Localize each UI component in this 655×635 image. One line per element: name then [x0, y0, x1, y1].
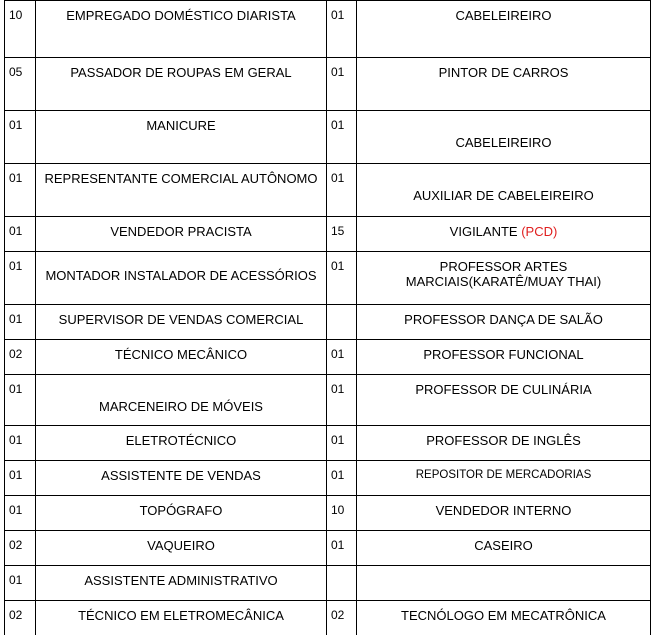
table-row [5, 601, 651, 635]
left-quantity: 01 [5, 461, 36, 496]
right-quantity: 01 [327, 426, 357, 461]
right-quantity: 02 [327, 601, 357, 635]
left-quantity: 01 [5, 496, 36, 531]
left-job-title: TÉCNICO EM ELETROMECÂNICA [36, 601, 327, 635]
left-job-title: TOPÓGRAFO [36, 496, 327, 531]
left-quantity: 02 [5, 531, 36, 566]
right-job-title: AUXILIAR DE CABELEIREIRO [357, 164, 651, 217]
table-row [5, 496, 651, 531]
table-row [5, 58, 651, 111]
left-job-title: ELETROTÉCNICO [36, 426, 327, 461]
left-quantity: 01 [5, 375, 36, 426]
right-quantity: 01 [327, 375, 357, 426]
right-job-title [357, 566, 651, 601]
right-quantity: 01 [327, 461, 357, 496]
table-row [5, 461, 651, 496]
right-job-title: PROFESSOR DE CULINÁRIA [357, 375, 651, 426]
left-job-title: EMPREGADO DOMÉSTICO DIARISTA [36, 1, 327, 58]
left-quantity: 01 [5, 164, 36, 217]
right-job-title: CASEIRO [357, 531, 651, 566]
left-job-title: MANICURE [36, 111, 327, 164]
right-quantity: 01 [327, 111, 357, 164]
left-quantity: 01 [5, 252, 36, 305]
job-vacancies-table [4, 0, 651, 635]
right-job-title: PROFESSOR DE INGLÊS [357, 426, 651, 461]
table-row [5, 111, 651, 164]
table-row [5, 531, 651, 566]
right-job-title: PROFESSOR ARTES MARCIAIS(KARATÊ/MUAY THAI) [357, 252, 651, 305]
left-quantity: 01 [5, 111, 36, 164]
left-job-title: VAQUEIRO [36, 531, 327, 566]
right-job-title: CABELEIREIRO [357, 111, 651, 164]
right-quantity: 01 [327, 1, 357, 58]
left-job-title: MARCENEIRO DE MÓVEIS [36, 375, 327, 426]
right-job-title: PROFESSOR DANÇA DE SALÃO [357, 305, 651, 340]
table-row [5, 1, 651, 58]
left-quantity: 02 [5, 601, 36, 635]
vacancy-title: VIGILANTE [449, 224, 522, 239]
left-quantity: 01 [5, 305, 36, 340]
left-quantity: 01 [5, 566, 36, 601]
left-quantity: 01 [5, 426, 36, 461]
table-row [5, 340, 651, 375]
left-quantity: 05 [5, 58, 36, 111]
table-row [5, 164, 651, 217]
left-job-title: REPRESENTANTE COMERCIAL AUTÔNOMO [36, 164, 327, 217]
left-job-title: PASSADOR DE ROUPAS EM GERAL [36, 58, 327, 111]
table-row [5, 305, 651, 340]
pcd-tag: (PCD) [521, 224, 558, 239]
table-row [5, 217, 651, 252]
table-row [5, 426, 651, 461]
right-quantity [327, 566, 357, 601]
right-quantity: 15 [327, 217, 357, 252]
right-job-title: TECNÓLOGO EM MECATRÔNICA [357, 601, 651, 635]
right-quantity: 01 [327, 164, 357, 217]
right-job-title: VENDEDOR INTERNO [357, 496, 651, 531]
left-job-title: VENDEDOR PRACISTA [36, 217, 327, 252]
left-job-title: MONTADOR INSTALADOR DE ACESSÓRIOS [36, 252, 327, 305]
left-job-title: TÉCNICO MECÂNICO [36, 340, 327, 375]
left-job-title: SUPERVISOR DE VENDAS COMERCIAL [36, 305, 327, 340]
left-quantity: 01 [5, 217, 36, 252]
right-quantity [327, 305, 357, 340]
right-quantity: 01 [327, 531, 357, 566]
right-job-title: CABELEIREIRO [357, 1, 651, 58]
right-quantity: 01 [327, 252, 357, 305]
right-quantity: 01 [327, 340, 357, 375]
left-quantity: 02 [5, 340, 36, 375]
table-row [5, 566, 651, 601]
left-job-title: ASSISTENTE ADMINISTRATIVO [36, 566, 327, 601]
left-quantity: 10 [5, 1, 36, 58]
right-job-title: PROFESSOR FUNCIONAL [357, 340, 651, 375]
right-quantity: 01 [327, 58, 357, 111]
right-quantity: 10 [327, 496, 357, 531]
table-row [5, 375, 651, 426]
right-job-title [357, 217, 651, 252]
left-job-title: ASSISTENTE DE VENDAS [36, 461, 327, 496]
table-row [5, 252, 651, 305]
right-job-title: REPOSITOR DE MERCADORIAS [357, 461, 651, 496]
right-job-title: PINTOR DE CARROS [357, 58, 651, 111]
